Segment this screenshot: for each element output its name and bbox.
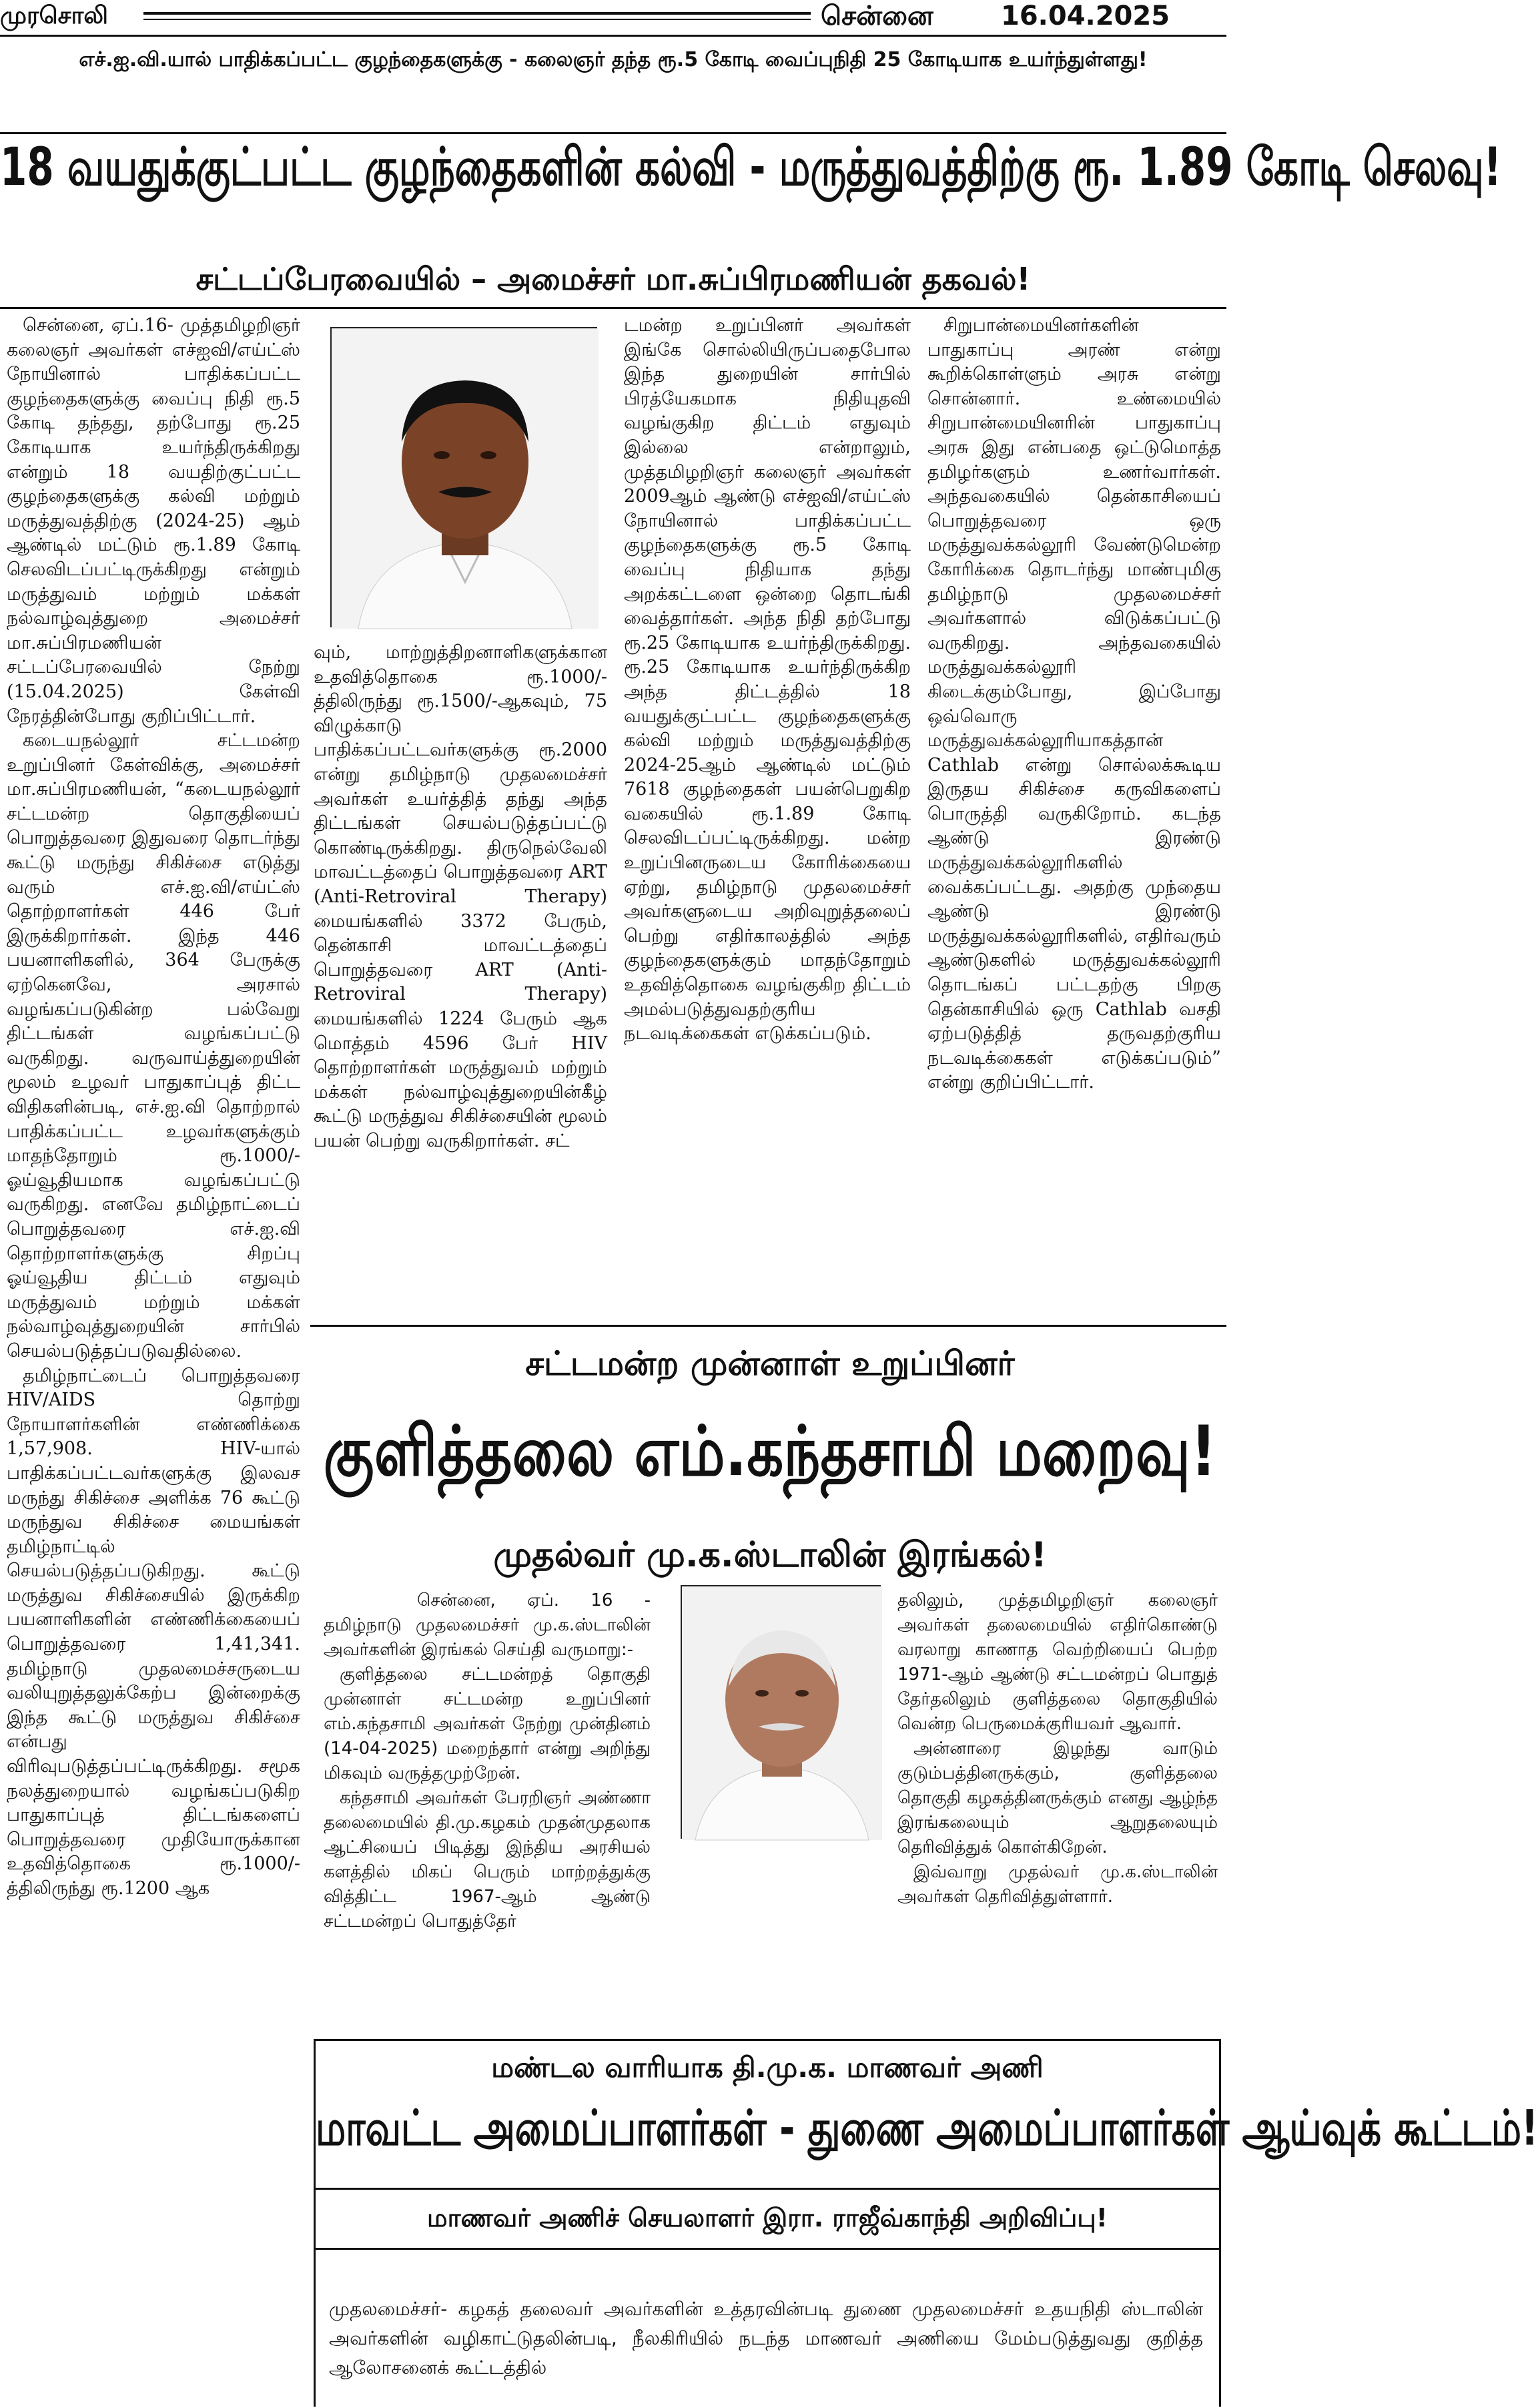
paragraph: இவ்வாறு முதல்வர் மு.க.ஸ்டாலின் அவர்கள் தெரிவித்துள்ளார். [897,1862,1218,1907]
paragraph: சிறுபான்மையினர்களின் பாதுகாப்பு அரண் என்று கூறிக்கொள்ளும் அரசு என்று சொன்னார். உண்மையில் சிறுபான்மையினரின் பாதுகாப்பு அரசு இது என்பதை ஒட்டுமொத்த தமிழர்களும் உணர்வார்கள். அந்தவகையில் தென்காசியைப் பொறுத்தவரை ஒரு மருத்துவக்கல்லூரி வேண்டுமென்ற கோரிக்கை தொடர்ந்து மாண்புமிகு தமிழ்நாடு முதலமைச்சர் அவர்களால் விடுக்கப்பட்டு வருகிறது. அந்தவகையில் மருத்துவக்கல்லூரி கிடைக்கும்போது, இப்போது ஒவ்வொரு மருத்துவக்கல்லூரியாகத்தான் Cathlab என்று சொல்லக்கூடிய இருதய சிகிச்சை கருவிகளைப் பொருத்தி வருகிறோம். கடந்த ஆண்டு இரண்டு மருத்துவக்கல்லூரிகளில் வைக்கப்பட்டது. அதற்கு முந்தைய ஆண்டு இரண்டு மருத்துவக்கல்லூரிகளில், எதிர்வரும் ஆண்டுகளில் மருத்துவக்கல்லூரி தொடங்கப் பட்டதற்கு பிறகு தென்காசியில் ஒரு Cathlab வசதி ஏற்படுத்தித் தருவதற்குரிய நடவடிக்கைகள் எடுக்கப்படும்” என்று குறிப்பிட்டார். [927,315,1221,1093]
paragraph: கந்தசாமி அவர்கள் பேரறிஞர் அண்ணா தலைமையில் தி.மு.கழகம் முதன்முதலாக ஆட்சியைப் பிடித்து இந்திய அரசியல் களத்தில் மிகப் பெரும் மாற்றத்துக்கு வித்திட்ட 1967-ஆம் ஆண்டு சட்டமன்றப் பொதுத்தேர் [324,1788,651,1931]
minister-photo [330,327,597,627]
masthead [0,0,1226,33]
article1-kicker: எச்.ஐ.வி.யால் பாதிக்கப்பட்ட குழந்தைகளுக்கு - கலைஞர் தந்த ரூ.5 கோடி வைப்புநிதி 25 கோடியாக உயர்ந்துள்ளது! [79,48,1148,71]
paragraph: தமிழ்நாட்டைப் பொறுத்தவரை HIV/AIDS தொற்று நோயாளர்களின் எண்ணிக்கை 1,57,908. HIV-யால் பாதிக்கப்பட்டவர்களுக்கு இலவச மருந்து சிகிச்சை அளிக்க 76 கூட்டு மருந்துவ சிகிச்சை மையங்கள் தமிழ்நாட்டில் செயல்படுத்தப்படுகிறது. கூட்டு மருத்துவ சிகிச்சையில் இருக்கிற பயனாளிகளின் எண்ணிக்கையைப் பொறுத்தவரை 1,41,341. தமிழ்நாடு முதலமைச்சருடைய வலியுறுத்தலுக்கேற்ப இன்றைக்கு இந்த கூட்டு மருத்துவ சிகிச்சை என்பது விரிவுபடுத்தப்பட்டிருக்கிறது. சமூக நலத்துறையால் வழங்கப்படுகிற பாதுகாப்புத் திட்டங்களைப் பொறுத்தவரை முதியோருக்கான உதவித்தொகை ரூ.1000/-த்திலிருந்து ரூ.1200 ஆக [7,1365,300,1899]
article1-column-1 [7,314,300,2407]
paragraph: அன்னாரை இழந்து வாடும் குடும்பத்தினருக்கும், குளித்தலை தொகுதி கழகத்தினருக்கும் எனது ஆழ்ந்த இரங்கலையும் ஆறுதலையும் தெரிவித்துக் கொள்கிறேன். [897,1739,1218,1857]
article2-title: குளித்தலை எம்.கந்தசாமி மறைவு! [323,1412,1217,1492]
article3-body [329,2295,1203,2408]
portrait-image [682,1586,882,1840]
kandasamy-photo [681,1585,881,1839]
divider [310,1325,1226,1327]
divider [0,35,1226,37]
article1-subhead: சட்டப்பேரவையில் – அமைச்சர் மா.சுப்பிரமணியன் தகவல்! [196,261,1031,297]
paper-name: முரசொலி [0,2,108,29]
paragraph: வும், மாற்றுத்திறனாளிகளுக்கான உதவித்தொகை ரூ.1000/-த்திலிருந்து ரூ.1500/-ஆகவும், 75 விழுக்காடு பாதிக்கப்பட்டவர்களுக்கு ரூ.2000 என்று தமிழ்நாடு முதலமைச்சர் அவர்கள் உயர்த்தித் தந்து அந்த திட்டங்கள் செயல்படுத்தப்பட்டு கொண்டிருக்கிறது. திருநெல்வேலி மாவட்டத்தைப் பொறுத்தவரை ART (Anti-Retroviral Therapy) மையங்களில் 3372 பேரும், தென்காசி மாவட்டத்தைப் பொறுத்தவரை ART (Anti-Retroviral Therapy) மையங்களில் 1224 பேரும் ஆக மொத்தம் 4596 பேர் HIV தொற்றாளர்கள் மருத்துவம் மற்றும் மக்கள் நல்வாழ்வுத்துறையின்கீழ் கூட்டு மருத்துவ சிகிச்சையின் மூலம் பயன் பெற்று வருகிறார்கள். சட் [314,642,607,1151]
article2-right-column [897,1588,1218,2029]
paragraph: சென்னை, ஏப்.16- முத்தமிழறிஞர் கலைஞர் அவர்கள் எச்ஐவி/எய்ட்ஸ் நோயினால் பாதிக்கப்பட்ட குழந்தைகளுக்கு வைப்பு நிதி ரூ.5 கோடி தந்தது, தற்போது ரூ.25 கோடியாக உயர்ந்திருக்கிறது என்றும் 18 வயதிற்குட்பட்ட குழந்தைகளுக்கு கல்வி மற்றும் மருத்துவத்திற்கு (2024-25) ஆம் ஆண்டில் மட்டும் ரூ.1.89 கோடி செலவிடப்பட்டிருக்கிறது என்றும் மருத்துவம் மற்றும் மக்கள் நல்வாழ்வுத்துறை அமைச்சர் மா.சுப்பிரமணியன் சட்டப்பேரவையில் நேற்று (15.04.2025) கேள்வி நேரத்தின்போது குறிப்பிட்டார். [7,315,300,727]
article2-left-column [324,1588,651,2029]
article3-subtitle: மாணவர் அணிச் செயலாளர் இரா. ராஜீவ்காந்தி அறிவிப்பு! [427,2203,1108,2232]
divider [0,307,1226,309]
article1-column-4 [927,314,1221,1315]
article1-column-2 [314,641,607,1315]
masthead-rule [143,12,811,20]
article3-title: மாவட்ட அமைப்பாளர்கள் - துணை அமைப்பாளர்கள் ஆய்வுக் கூட்டம்! [316,2100,1538,2157]
article3-line1: மண்டல வாரியாக தி.மு.க. மாணவர் அணி [491,2051,1044,2084]
paragraph: முதலமைச்சர்- கழகத் தலைவர் அவர்களின் உத்தரவின்படி துணை முதலமைச்சர் உதயநிதி ஸ்டாலின் அவர்களின் வழிகாட்டுதலின்படி, நீலகிரியில் நடந்த மாணவர் அணியை மேம்படுத்துவது குறித்த ஆலோசனைக் கூட்டத்தில் [329,2298,1203,2379]
paragraph: சென்னை, ஏப். 16 - தமிழ்நாடு முதலமைச்சர் மு.க.ஸ்டாலின் அவர்களின் இரங்கல் செய்தி வருமாறு:- [324,1590,651,1660]
notice-box [314,2039,1538,2407]
article1-headline: 18 வயதுக்குட்பட்ட குழந்தைகளின் கல்வி - மருத்துவத்திற்கு ரூ. 1.89 கோடி செலவு! [0,136,1502,198]
portrait-image [332,328,599,629]
article2-subtitle: முதல்வர் மு.க.ஸ்டாலின் இரங்கல்! [493,1535,1047,1575]
article1-column-3 [624,314,911,1315]
masthead-city: சென்னை [821,1,933,31]
paragraph: தலிலும், முத்தமிழறிஞர் கலைஞர் அவர்கள் தலைமையில் எதிர்கொண்டு வரலாறு காணாத வெற்றியைப் பெற்ற 1971-ஆம் ஆண்டு சட்டமன்றப் பொதுத் தேர்தலிலும் குளித்தலை தொகுதியில் வென்ற பெருமைக்குரியவர் ஆவார். [897,1590,1218,1734]
paragraph: டமன்ற உறுப்பினர் அவர்கள் இங்கே சொல்லியிருப்பதைபோல இந்த துறையின் சார்பில் பிரத்யேகமாக நிதியுதவி வழங்குகிற திட்டம் எதுவும் இல்லை என்றாலும், முத்தமிழறிஞர் கலைஞர் அவர்கள் 2009ஆம் ஆண்டு எச்ஐவி/எய்ட்ஸ் நோயினால் பாதிக்கப்பட்ட குழந்தைகளுக்கு ரூ.5 கோடி வைப்பு நிதியாக தந்து அறக்கட்டளை ஒன்றை தொடங்கி வைத்தார்கள். அந்த நிதி தற்போது ரூ.25 கோடியாக உயர்ந்திருக்கிறது. ரூ.25 கோடியாக உயர்ந்திருக்கிற அந்த திட்டத்தில் 18 வயதுக்குட்பட்ட குழந்தைகளுக்கு கல்வி மற்றும் மருத்துவத்திற்கு 2024-25ஆம் ஆண்டில் மட்டும் 7618 குழந்தைகள் பயன்பெறுகிற வகையில் ரூ.1.89 கோடி செலவிடப்பட்டிருக்கிறது. மன்ற உறுப்பினருடைய கோரிக்கையை ஏற்று, தமிழ்நாடு முதலமைச்சர் அவர்களுடைய அறிவுறுத்தலைப் பெற்று எதிர்காலத்தில் அந்த குழந்தைகளுக்கும் மாதந்தோறும் உதவித்தொகை வழங்குகிற திட்டம் அமல்படுத்துவதற்குரிய நடவடிக்கைகள் எடுக்கப்படும். [624,315,911,1044]
divider [316,2248,1219,2250]
paragraph: கடையநல்லூர் சட்டமன்ற உறுப்பினர் கேள்விக்கு, அமைச்சர் மா.சுப்பிரமணியன், “கடையநல்லூர் சட்டமன்ற தொகுதியைப் பொறுத்தவரை இதுவரை தொடர்ந்து கூட்டு மருந்து சிகிச்சை எடுத்து வரும் எச்.ஐ.வி/எய்ட்ஸ் தொற்றாளர்கள் 446 பேர் இருக்கிறார்கள். இந்த 446 பயனாளிகளில், 364 பேருக்கு ஏற்கெனவே, அரசால் வழங்கப்படுகின்ற பல்வேறு திட்டங்கள் வழங்கப்பட்டு வருகிறது. வருவாய்த்துறையின் மூலம் உழவர் பாதுகாப்புத் திட்ட விதிகளின்படி, எச்.ஐ.வி தொற்றால் பாதிக்கப்பட்ட உழவர்களுக்கும் மாதந்தோறும் ரூ.1000/- ஓய்வூதியமாக வழங்கப்பட்டு வருகிறது. எனவே தமிழ்நாட்டைப் பொறுத்தவரை எச்.ஐ.வி தொற்றாளர்களுக்கு சிறப்பு ஓய்வூதிய திட்டம் எதுவும் மருத்துவம் மற்றும் மக்கள் நல்வாழ்வுத்துறையின் சார்பில் செயல்படுத்தப்படுவதில்லை. [7,730,300,1362]
paragraph: குளித்தலை சட்டமன்றத் தொகுதி முன்னாள் சட்டமன்ற உறுப்பினர் எம்.கந்தசாமி அவர்கள் நேற்று முன்தினம் (14-04-2025) மறைந்தார் என்று அறிந்து மிகவும் வருத்தமுற்றேன். [324,1665,651,1783]
article2-kicker: சட்டமன்ற முன்னாள் உறுப்பினர் [525,1344,1015,1383]
divider [316,2188,1219,2190]
masthead-date: 16.04.2025 [1001,1,1170,31]
